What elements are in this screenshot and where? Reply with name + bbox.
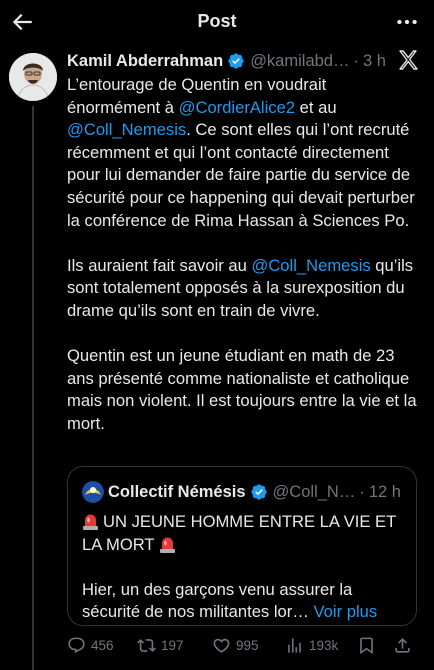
quoted-post[interactable] (67, 466, 417, 626)
mention-link[interactable]: @Coll_Nemesis (67, 120, 187, 140)
top-bar (0, 0, 434, 44)
repost-icon (137, 636, 156, 655)
quote-text (82, 511, 402, 647)
share-button[interactable] (393, 636, 417, 655)
text: L’entourage de Quentin en voudrait énormément à (67, 75, 327, 117)
verified-badge-icon (250, 483, 268, 501)
text: Ils auraient fait savoir au (67, 255, 252, 275)
separator-dot: · (353, 51, 359, 70)
views-count: 193k (309, 638, 339, 653)
quote-author-name[interactable]: Collectif Némésis (108, 482, 246, 501)
post-paragraph-3: Quentin est un jeune étudiant en math de 23 ans présenté comme nationaliste et catholique mais non violent. Il est toujours entre la vie et la mort. (67, 346, 417, 433)
mention-link[interactable]: @Coll_Nemesis (251, 255, 371, 275)
post-paragraph-1 (67, 74, 419, 232)
siren-emoji-icon (159, 535, 176, 553)
author-name[interactable]: Kamil Abderrahman (67, 51, 224, 70)
avatar[interactable] (9, 53, 57, 101)
reply-icon (67, 636, 86, 655)
reply-count: 456 (91, 638, 114, 653)
post-header (67, 50, 397, 72)
page-title: Post (197, 11, 237, 31)
separator-dot: · (359, 482, 365, 501)
post-paragraph-2 (67, 255, 419, 323)
views-icon (285, 636, 304, 655)
heart-icon (212, 636, 231, 655)
mention-link[interactable]: @CordierAlice2 (178, 97, 296, 117)
more-horizontal-icon[interactable] (394, 9, 420, 35)
like-button[interactable] (212, 636, 259, 655)
bookmark-button[interactable] (357, 636, 381, 655)
quote-header (108, 481, 401, 503)
reply-button[interactable] (67, 636, 114, 655)
siren-emoji-icon (82, 512, 99, 530)
post-time[interactable]: 3 h (362, 51, 386, 70)
quote-excerpt-text: Hier, un des garçons venu assurer la sécurité de nos militantes lor… (82, 579, 353, 622)
quote-time[interactable]: 12 h (368, 482, 401, 501)
verified-badge-icon (227, 52, 245, 70)
text: qu’ils sont totalement opposés à la surexposition du drame qu’ils sont en train de vivre. (67, 255, 414, 320)
quote-avatar[interactable] (82, 481, 104, 503)
like-count: 995 (236, 638, 259, 653)
repost-count: 197 (161, 638, 184, 653)
views-button[interactable] (285, 636, 338, 655)
quote-excerpt (82, 579, 402, 624)
thread-line (32, 106, 34, 670)
post-body (67, 74, 419, 458)
quote-author-handle[interactable]: @Coll_N… (272, 482, 356, 501)
share-icon (393, 636, 412, 655)
see-more-link[interactable]: Voir plus (313, 602, 378, 622)
quote-headline (82, 511, 402, 556)
repost-button[interactable] (137, 636, 184, 655)
bookmark-icon (357, 636, 376, 655)
grok-x-icon[interactable] (396, 48, 420, 72)
author-handle[interactable]: @kamilabd… (250, 51, 350, 70)
quote-headline-text: UN JEUNE HOMME ENTRE LA VIE ET LA MORT (82, 512, 396, 554)
text: . Ce sont elles qui l’ont recruté récemment et qui l’ont contacté directement pour lui demander de faire partie du service de sécurité pour ce happening qui devait perturber la conférence de Rima Hassan à Sciences Po. (67, 120, 415, 230)
action-bar (67, 636, 417, 658)
text: et au (295, 97, 337, 117)
